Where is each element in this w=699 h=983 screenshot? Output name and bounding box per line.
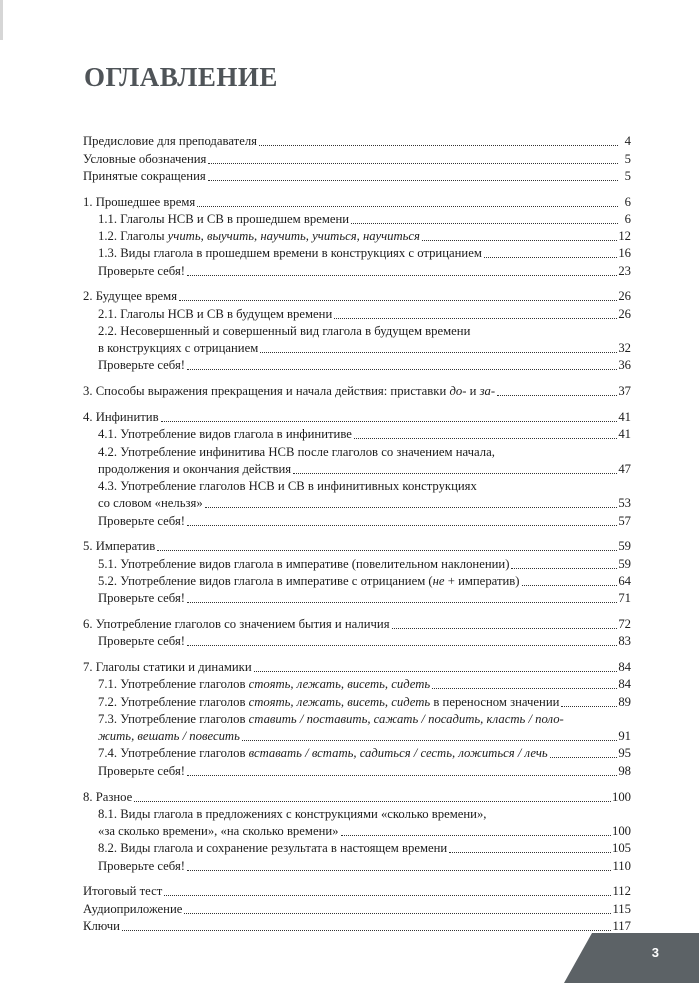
toc-entry[interactable] <box>83 167 631 184</box>
dot-leader <box>484 257 617 258</box>
toc-entry[interactable] <box>83 132 631 149</box>
toc-entry-text: 3. Способы выражения прекращения и начала действия: приставки <box>83 384 450 399</box>
toc-entry[interactable] <box>83 192 631 209</box>
toc-section-gap <box>83 874 631 883</box>
toc-subentry[interactable] <box>83 511 631 528</box>
dot-leader <box>293 473 617 474</box>
toc-entry-text: 4.3. Употребление глаголов НСВ и СВ в инфинитивных конструкциях <box>98 479 477 494</box>
toc-subentry[interactable] <box>83 227 631 244</box>
toc-subentry[interactable] <box>83 477 631 494</box>
toc-entry-text: продолжения и окончания действия <box>98 461 292 476</box>
toc-entry-text: Условные обозначения <box>83 151 207 166</box>
dot-leader <box>254 671 618 672</box>
toc-subentry[interactable] <box>83 261 631 278</box>
toc-entry-text: 7.3. Употребление глаголов <box>98 711 249 726</box>
toc-entry-text: + императив) <box>444 573 520 588</box>
toc-entry-title <box>98 841 447 856</box>
toc-entry-italic-text: не <box>432 573 445 588</box>
toc-page-number: 115 <box>612 901 631 916</box>
toc-page-number: 59 <box>618 539 631 554</box>
toc-page-number: 26 <box>618 289 631 304</box>
toc-entry-text: Предисловие для преподавателя <box>83 134 257 149</box>
dot-leader <box>197 206 618 207</box>
toc-subentry[interactable] <box>83 244 631 261</box>
dot-leader <box>164 895 611 896</box>
toc-entry-title <box>83 289 177 304</box>
toc-subentry[interactable] <box>83 210 631 227</box>
toc-subentry[interactable] <box>83 589 631 606</box>
dot-leader <box>259 145 618 146</box>
toc-entry-title <box>98 324 470 339</box>
toc-entry-text: 1.3. Виды глагола в прошедшем времени в конструкциях с отрицанием <box>98 246 482 261</box>
toc-entry-title <box>98 427 352 442</box>
toc-entry-title <box>83 884 162 899</box>
toc-entry-title <box>98 514 185 529</box>
dot-leader <box>432 688 617 689</box>
toc-entry[interactable] <box>83 537 631 554</box>
toc-subentry[interactable] <box>83 425 631 442</box>
toc-page-number: 23 <box>618 263 631 278</box>
toc-page-number: 5 <box>624 151 631 166</box>
dot-leader <box>179 300 617 301</box>
toc-entry-text: Проверьте себя! <box>98 358 186 373</box>
toc-entry-title <box>98 496 203 511</box>
toc-page-number: 12 <box>618 229 631 244</box>
toc-entry-italic-text: стоять, лежать, висеть, сидеть <box>248 677 431 692</box>
toc-entry-text: 7.2. Употребление глаголов <box>98 694 249 709</box>
dot-leader <box>522 585 618 586</box>
toc-section-gap <box>83 279 631 288</box>
toc-entry-title <box>83 660 252 675</box>
toc-entry-italic-text: до- <box>449 384 467 399</box>
toc-entry-italic-text: учить, выучить, научить, учиться, научиться <box>167 229 420 244</box>
corner-tab-shape <box>564 933 699 983</box>
toc-entry-title <box>98 574 520 589</box>
toc-entry[interactable] <box>83 408 631 425</box>
toc-subentry[interactable] <box>83 710 631 727</box>
toc-subentry[interactable] <box>83 822 631 839</box>
toc-subentry[interactable] <box>83 494 631 511</box>
toc-entry-title <box>98 557 509 572</box>
toc-entry-title <box>98 824 339 839</box>
toc-entry-text: Проверьте себя! <box>98 634 186 649</box>
toc-page-number: 6 <box>624 194 631 209</box>
toc-entry-title <box>98 746 548 761</box>
toc-page-number: 59 <box>618 556 631 571</box>
toc-entry-text: 5.1. Употребление видов глагола в императиве (повелительном наклонении) <box>98 556 510 571</box>
toc-subentry[interactable] <box>83 322 631 339</box>
toc-page-number: 6 <box>624 211 631 226</box>
toc-entry[interactable] <box>83 382 631 399</box>
toc-entry-title <box>98 445 495 460</box>
toc-entry-text: со словом «нельзя» <box>98 496 203 511</box>
toc-page-number: 5 <box>624 168 631 183</box>
toc-entry-italic-text: стоять, лежать, висеть, сидеть <box>248 694 431 709</box>
toc-entry-title <box>98 634 185 649</box>
toc-entry-text: Проверьте себя! <box>98 513 186 528</box>
dot-leader <box>208 163 618 164</box>
toc-entry-title <box>83 919 120 934</box>
toc-entry-title <box>98 695 559 710</box>
dot-leader <box>187 775 617 776</box>
toc-entry-title <box>98 677 430 692</box>
toc-entry-text: 4. Инфинитив <box>83 410 159 425</box>
toc-page-number: 47 <box>618 461 631 476</box>
toc-page-number: 32 <box>618 341 631 356</box>
toc-entry-text: 5. Императив <box>83 539 156 554</box>
toc-entry-text: 1.2. Глаголы <box>98 229 168 244</box>
toc-entry-text: Итоговый тест <box>83 884 163 899</box>
toc-page-number: 84 <box>618 660 631 675</box>
toc-entry-title <box>98 729 240 744</box>
toc-entry-italic-text: жить, вешать / повесить <box>98 729 240 744</box>
toc-page-number: 110 <box>612 858 631 873</box>
toc-entry-text: 7. Глаголы статики и динамики <box>83 660 252 675</box>
toc-entry-title <box>98 358 185 373</box>
toc-entry-text: 2. Будущее время <box>83 289 178 304</box>
toc-entry-title <box>98 246 482 261</box>
toc-page-number: 117 <box>612 918 631 933</box>
toc-subentry[interactable] <box>83 356 631 373</box>
toc-entry-italic-text: ставить / поставить, сажать / посадить, класть / поло- <box>248 711 564 726</box>
toc-entry[interactable] <box>83 899 631 916</box>
dot-leader <box>334 318 617 319</box>
toc-entry-text: Проверьте себя! <box>98 591 186 606</box>
toc-entry-title <box>98 212 349 227</box>
toc-entry-title <box>83 617 390 632</box>
toc-entry-italic-text: за- <box>479 384 496 399</box>
toc-page-number: 105 <box>611 841 631 856</box>
toc-entry-text: 8.1. Виды глагола в предложениях с конструкциями «сколько времени», <box>98 806 487 821</box>
toc-page-number: 41 <box>618 427 631 442</box>
dot-leader <box>187 870 611 871</box>
dot-leader <box>260 352 617 353</box>
toc-subentry[interactable] <box>83 727 631 744</box>
dot-leader <box>449 852 611 853</box>
toc-entry-text: 4.2. Употребление инфинитива НСВ после глаголов со значением начала, <box>98 444 495 459</box>
toc-subentry[interactable] <box>83 304 631 321</box>
toc-entry-title <box>83 539 155 554</box>
toc-entry-text: 5.2. Употребление видов глагола в императиве с отрицанием ( <box>98 573 433 588</box>
toc-entry[interactable] <box>83 615 631 632</box>
toc-entry[interactable] <box>83 787 631 804</box>
toc-entry-text: Ключи <box>83 918 120 933</box>
toc-page-number: 84 <box>618 677 631 692</box>
table-of-contents <box>83 132 631 934</box>
toc-page-number: 89 <box>618 694 631 709</box>
dot-leader <box>208 180 618 181</box>
toc-entry-title <box>83 195 195 210</box>
dot-leader <box>205 507 618 508</box>
dot-leader <box>392 628 618 629</box>
toc-page-number: 64 <box>618 573 631 588</box>
dot-leader <box>497 395 617 396</box>
toc-entry-text: в переносном значении <box>430 694 560 709</box>
toc-entry-text: Проверьте себя! <box>98 263 186 278</box>
toc-subentry[interactable] <box>83 632 631 649</box>
toc-page-number: 26 <box>618 306 631 321</box>
toc-entry-text: 8.2. Виды глагола и сохранение результата в настоящем времени <box>98 841 448 856</box>
toc-entry-title <box>98 341 258 356</box>
toc-page-number: 57 <box>618 513 631 528</box>
toc-section-gap <box>83 184 631 193</box>
toc-entry-title <box>83 134 257 149</box>
toc-entry-text: 1. Прошедшее время <box>83 194 196 209</box>
toc-entry-title <box>98 264 185 279</box>
toc-page-number: 16 <box>618 246 631 261</box>
dot-leader <box>354 438 617 439</box>
toc-entry-title <box>98 479 477 494</box>
toc-entry-title <box>83 384 495 399</box>
toc-entry-text: 8. Разное <box>83 789 133 804</box>
toc-section-gap <box>83 779 631 788</box>
toc-section-gap <box>83 606 631 615</box>
toc-entry-text: 7.1. Употребление глаголов <box>98 677 249 692</box>
toc-page-number: 72 <box>618 617 631 632</box>
toc-entry-title <box>98 712 564 727</box>
dot-leader <box>422 240 617 241</box>
toc-entry-text: Проверьте себя! <box>98 858 186 873</box>
toc-subentry[interactable] <box>83 692 631 709</box>
dot-leader <box>187 645 617 646</box>
toc-entry-title <box>98 307 332 322</box>
toc-entry-title <box>98 807 486 822</box>
toc-subentry[interactable] <box>83 572 631 589</box>
toc-page-number: 83 <box>618 634 631 649</box>
toc-entry-text: 7.4. Употребление глаголов <box>98 746 249 761</box>
toc-subentry[interactable] <box>83 460 631 477</box>
dot-leader <box>351 223 618 224</box>
toc-entry-title <box>83 152 206 167</box>
toc-page-number: 71 <box>618 591 631 606</box>
dot-leader <box>242 740 617 741</box>
toc-entry-title <box>98 859 185 874</box>
dot-leader <box>134 801 611 802</box>
toc-page-number: 100 <box>611 789 631 804</box>
toc-entry-title <box>83 902 182 917</box>
toc-entry-text: 2.1. Глаголы НСВ и СВ в будущем времени <box>98 306 333 321</box>
dot-leader <box>161 421 618 422</box>
toc-section-gap <box>83 373 631 382</box>
toc-subentry[interactable] <box>83 554 631 571</box>
toc-entry[interactable] <box>83 149 631 166</box>
toc-entry-title <box>83 169 206 184</box>
toc-entry-text: Аудиоприложение <box>83 901 183 916</box>
toc-subentry[interactable] <box>83 839 631 856</box>
toc-entry-title <box>98 764 185 779</box>
toc-section-gap <box>83 399 631 408</box>
dot-leader <box>187 525 617 526</box>
toc-entry[interactable] <box>83 287 631 304</box>
toc-entry-title <box>98 591 185 606</box>
dot-leader <box>184 913 611 914</box>
toc-entry-italic-text: вставать / встать, садиться / сесть, ложиться / лечь <box>248 746 548 761</box>
toc-subentry[interactable] <box>83 442 631 459</box>
toc-page-number: 95 <box>618 746 631 761</box>
dot-leader <box>187 602 617 603</box>
toc-entry-text: и <box>466 384 480 399</box>
toc-page-number: 4 <box>624 134 631 149</box>
toc-subentry[interactable] <box>83 805 631 822</box>
dot-leader <box>157 550 617 551</box>
toc-entry-text: 4.1. Употребление видов глагола в инфинитиве <box>98 427 352 442</box>
toc-page-number: 112 <box>612 884 631 899</box>
toc-entry-title <box>83 790 132 805</box>
dot-leader <box>187 275 617 276</box>
toc-subentry[interactable] <box>83 856 631 873</box>
toc-entry-title <box>98 462 291 477</box>
toc-section-gap <box>83 649 631 658</box>
toc-subentry[interactable] <box>83 744 631 761</box>
toc-section-gap <box>83 529 631 538</box>
toc-subentry[interactable] <box>83 675 631 692</box>
toc-entry-text: в конструкциях с отрицанием <box>98 341 259 356</box>
toc-page-number: 98 <box>618 763 631 778</box>
dot-leader <box>511 568 617 569</box>
dot-leader <box>122 930 611 931</box>
toc-page-number: 37 <box>618 384 631 399</box>
toc-entry[interactable] <box>83 658 631 675</box>
toc-entry-text: 2.2. Несовершенный и совершенный вид глагола в будущем времени <box>98 323 471 338</box>
dot-leader <box>341 835 611 836</box>
dot-leader <box>561 706 617 707</box>
toc-page-number: 53 <box>618 496 631 511</box>
toc-entry-title <box>98 229 420 244</box>
toc-page-number: 91 <box>618 729 631 744</box>
toc-entry-text: 6. Употребление глаголов со значением бытия и наличия <box>83 617 390 632</box>
toc-entry-text: 1.1. Глаголы НСВ и СВ в прошедшем времени <box>98 211 350 226</box>
toc-entry[interactable] <box>83 917 631 934</box>
toc-entry-text: «за сколько времени», «на сколько времени» <box>98 824 339 838</box>
toc-subentry[interactable] <box>83 339 631 356</box>
toc-entry-text: Принятые сокращения <box>83 168 206 183</box>
page-edge-mark <box>0 0 3 40</box>
toc-page-number: 36 <box>618 358 631 373</box>
toc-page-number: 41 <box>618 410 631 425</box>
toc-page-number: 100 <box>611 824 631 838</box>
dot-leader <box>187 369 617 370</box>
page-title: ОГЛАВЛЕНИЕ <box>84 62 278 92</box>
page-number: 3 <box>651 945 659 960</box>
dot-leader <box>550 757 618 758</box>
toc-entry-text: Проверьте себя! <box>98 763 186 778</box>
toc-entry-title <box>83 410 159 425</box>
toc-subentry[interactable] <box>83 761 631 778</box>
toc-entry[interactable] <box>83 882 631 899</box>
